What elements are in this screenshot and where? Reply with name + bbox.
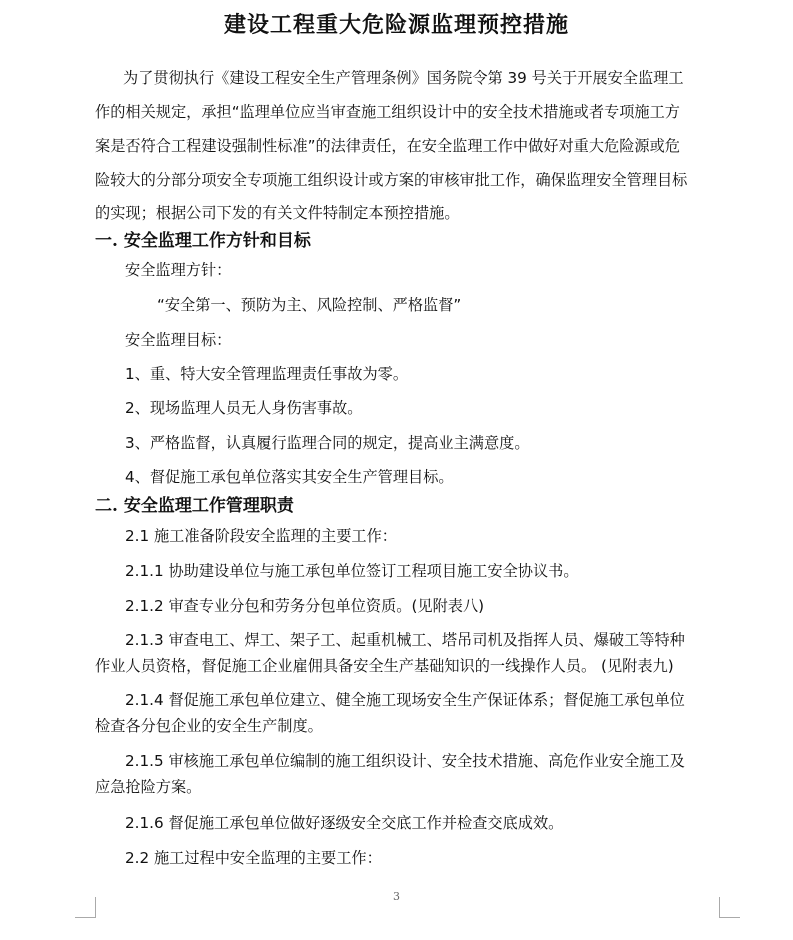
subsection-2-1: 2.1 施工准备阶段安全监理的主要工作： — [125, 527, 397, 545]
item-2-1-5-line-2: 应急抢险方案。 — [95, 778, 202, 796]
intro-line-3: 案是否符合工程建设强制性标准”的法律责任，在安全监理工作中做好对重大危险源或危 — [95, 137, 680, 155]
page-number: 3 — [393, 890, 400, 903]
item-2-1-4-line-2: 检查各分包企业的安全生产制度。 — [95, 717, 323, 735]
item-2-1-1: 2.1.1 协助建设单位与施工承包单位签订工程项目施工安全协议书。 — [125, 562, 579, 580]
item-2-1-3-line-1: 2.1.3 审查电工、焊工、架子工、起重机械工、塔吊司机及指挥人员、爆破工等特种 — [125, 631, 685, 649]
item-2-1-4-line-1: 2.1.4 督促施工承包单位建立、健全施工现场安全生产保证体系；督促施工承包单位 — [125, 691, 685, 709]
goal-item-2: 2、现场监理人员无人身伤害事故。 — [125, 399, 363, 417]
intro-line-2: 作的相关规定，承担“监理单位应当审查施工组织设计中的安全技术措施或者专项施工方 — [95, 103, 680, 121]
policy-label: 安全监理方针： — [125, 261, 232, 279]
item-2-1-5-line-1: 2.1.5 审核施工承包单位编制的施工组织设计、安全技术措施、高危作业安全施工及 — [125, 752, 685, 770]
goal-item-4: 4、督促施工承包单位落实其安全生产管理目标。 — [125, 468, 454, 486]
goal-item-3: 3、严格监督，认真履行监理合同的规定，提高业主满意度。 — [125, 434, 530, 452]
item-2-1-3-line-2: 作业人员资格，督促施工企业雇佣具备安全生产基础知识的一线操作人员。 (见附表九) — [95, 657, 674, 675]
document-title: 建设工程重大危险源监理预控措施 — [223, 12, 569, 38]
intro-line-1: 为了贯彻执行《建设工程安全生产管理条例》国务院令第 39 号关于开展安全监理工 — [123, 69, 684, 87]
goals-label: 安全监理目标： — [125, 331, 232, 349]
subsection-2-2: 2.2 施工过程中安全监理的主要工作： — [125, 849, 382, 867]
policy-text: “安全第一、预防为主、风险控制、严格监督” — [157, 296, 462, 314]
section-2-heading: 二. 安全监理工作管理职责 — [95, 496, 294, 516]
intro-line-4: 险较大的分部分项安全专项施工组织设计或方案的审核审批工作，确保监理安全管理目标 — [95, 171, 688, 189]
goal-item-1: 1、重、特大安全管理监理责任事故为零。 — [125, 365, 409, 383]
section-1-heading: 一. 安全监理工作方针和目标 — [95, 231, 311, 251]
intro-line-5: 的实现；根据公司下发的有关文件特制定本预控措施。 — [95, 204, 460, 222]
item-2-1-6: 2.1.6 督促施工承包单位做好逐级安全交底工作并检查交底成效。 — [125, 814, 564, 832]
item-2-1-2: 2.1.2 审查专业分包和劳务分包单位资质。(见附表八) — [125, 597, 485, 615]
